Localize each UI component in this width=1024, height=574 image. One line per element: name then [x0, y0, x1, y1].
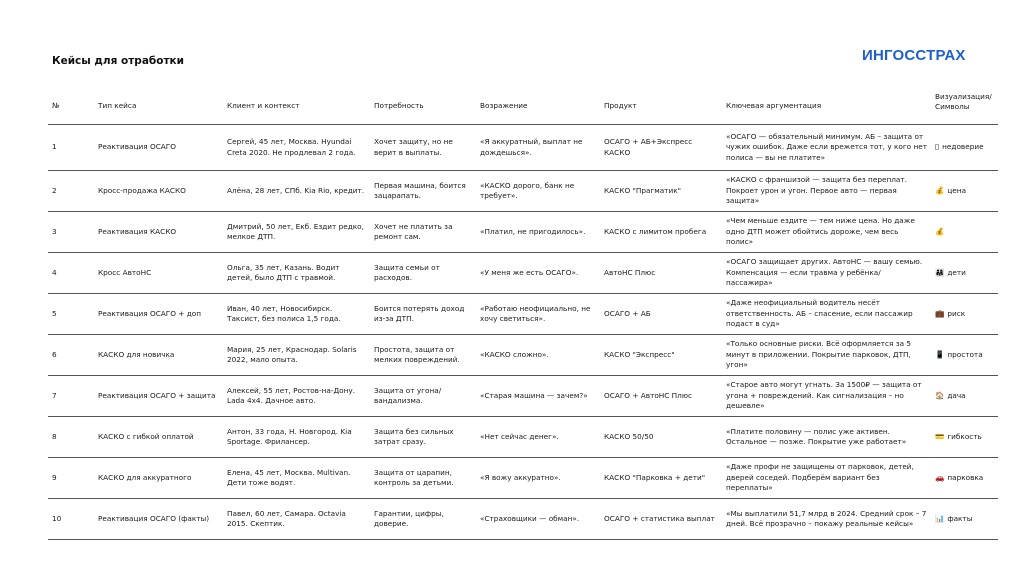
table-row — [48, 171, 998, 212]
cell-need: Защита от угона/вандализма. — [370, 376, 476, 417]
visual-label: дача — [947, 390, 966, 400]
cell-visual — [931, 458, 998, 499]
cell-need: Защита семьи от расходов. — [370, 253, 476, 294]
page-title: Кейсы для отработки — [52, 55, 185, 67]
cell-type: Реактивация КАСКО — [94, 212, 223, 253]
table-row — [48, 125, 998, 171]
col-header-argument: Ключевая аргументация — [722, 88, 931, 125]
cell-argument: «КАСКО с франшизой — защита без переплат. Покроет урон и угон. Первое авто — первая защита» — [722, 171, 931, 212]
cell-client: Антон, 33 года, Н. Новгород. Kia Sportage. Фрилансер. — [223, 417, 370, 458]
cell-product: ОСАГО + АБ — [600, 294, 722, 335]
car-icon: 🚗 — [935, 472, 945, 482]
cell-number: 1 — [48, 125, 94, 171]
cell-number: 9 — [48, 458, 94, 499]
cell-type: Реактивация ОСАГО (факты) — [94, 499, 223, 540]
money-bag-icon: 💰 — [935, 226, 945, 236]
cell-type: Реактивация ОСАГО + защита — [94, 376, 223, 417]
cell-objection: «Платил, не пригодилось». — [476, 212, 600, 253]
chart-icon: 📊 — [935, 513, 945, 523]
cell-objection: «Старая машина — зачем?» — [476, 376, 600, 417]
cell-type: КАСКО для новичка — [94, 335, 223, 376]
visual-label: гибкость — [947, 431, 982, 441]
col-header-number: № — [48, 88, 94, 125]
box-icon: ▯ — [935, 142, 940, 152]
cell-number: 2 — [48, 171, 94, 212]
cell-client: Сергей, 45 лет, Москва. Hyundai Creta 2020. Не продлевал 2 года. — [223, 125, 370, 171]
cell-visual — [931, 376, 998, 417]
visual-label: парковка — [947, 472, 984, 482]
cell-client: Ольга, 35 лет, Казань. Водит детей, было ДТП с травмой. — [223, 253, 370, 294]
cell-product: АвтоНС Плюс — [600, 253, 722, 294]
cell-objection: «Нет сейчас денег». — [476, 417, 600, 458]
cell-visual — [931, 171, 998, 212]
visual-label: дети — [947, 267, 966, 277]
cell-need: Простота, защита от мелких повреждений. — [370, 335, 476, 376]
cell-client: Алёна, 28 лет, СПб. Kia Rio, кредит. — [223, 171, 370, 212]
cell-objection: «Страховщики — обман». — [476, 499, 600, 540]
cell-number: 7 — [48, 376, 94, 417]
money-bag-icon: 💰 — [935, 185, 945, 195]
cell-argument: «ОСАГО — обязательный минимум. АБ – защита от чужих ошибок. Даже если врежется тот, у кого нет полиса — вы не платите» — [722, 125, 931, 171]
cell-number: 4 — [48, 253, 94, 294]
col-header-objection: Возражение — [476, 88, 600, 125]
col-header-need: Потребность — [370, 88, 476, 125]
cell-objection: «КАСКО сложно». — [476, 335, 600, 376]
cell-client: Иван, 40 лет, Новосибирск. Таксист, без полиса 1,5 года. — [223, 294, 370, 335]
cell-argument: «Чем меньше ездите — тем ниже цена. Но даже одно ДТП может обойтись дороже, чем весь полис» — [722, 212, 931, 253]
table-row — [48, 458, 998, 499]
cell-number: 5 — [48, 294, 94, 335]
cell-argument: «Даже профи не защищены от парковок, детей, дверей соседей. Подберём вариант без переплаты» — [722, 458, 931, 499]
cell-need: Хочет защиту, но не верит в выплаты. — [370, 125, 476, 171]
cell-number: 8 — [48, 417, 94, 458]
cell-type: КАСКО для аккуратного — [94, 458, 223, 499]
col-header-client: Клиент и контекст — [223, 88, 370, 125]
cell-objection: «У меня же есть ОСАГО». — [476, 253, 600, 294]
table-row — [48, 294, 998, 335]
cell-argument: «ОСАГО защищает других. АвтоНС — вашу семью. Компенсация — если травма у ребёнка/пассажира» — [722, 253, 931, 294]
cell-visual — [931, 417, 998, 458]
table-row — [48, 417, 998, 458]
cell-visual — [931, 212, 998, 253]
cell-type: КАСКО с гибкой оплатой — [94, 417, 223, 458]
cell-client: Елена, 45 лет, Москва. Multivan. Дети тоже водят. — [223, 458, 370, 499]
cell-argument: «Платите половину — полис уже активен. Остальное — позже. Покрытие уже работает» — [722, 417, 931, 458]
visual-label: цена — [947, 185, 967, 195]
cell-visual — [931, 335, 998, 376]
col-header-type: Тип кейса — [94, 88, 223, 125]
table-row — [48, 376, 998, 417]
cell-product: ОСАГО + АвтоНС Плюс — [600, 376, 722, 417]
cell-number: 6 — [48, 335, 94, 376]
family-icon: 👨‍👩‍👧 — [935, 267, 945, 277]
cell-objection: «КАСКО дорого, банк не требует». — [476, 171, 600, 212]
cell-argument: «Даже неофициальный водитель несёт ответственность. АБ – спасение, если пассажир подаст в суд» — [722, 294, 931, 335]
cell-visual — [931, 294, 998, 335]
cell-objection: «Я аккуратный, выплат не дождешься». — [476, 125, 600, 171]
cell-product: КАСКО "Экспресс" — [600, 335, 722, 376]
cell-need: Защита от царапин, контроль за детьми. — [370, 458, 476, 499]
cell-type: Кросс АвтоНС — [94, 253, 223, 294]
cell-type: Реактивация ОСАГО — [94, 125, 223, 171]
cases-table — [48, 88, 998, 540]
visual-label: простота — [947, 349, 983, 359]
cell-visual — [931, 499, 998, 540]
cell-client: Павел, 60 лет, Самара. Octavia 2015. Скептик. — [223, 499, 370, 540]
cell-need: Хочет не платить за ремонт сам. — [370, 212, 476, 253]
cell-product: КАСКО "Парковка + дети" — [600, 458, 722, 499]
cell-visual — [931, 253, 998, 294]
cell-product: ОСАГО + статистика выплат — [600, 499, 722, 540]
house-icon: 🏠 — [935, 390, 945, 400]
cell-need: Гарантии, цифры, доверие. — [370, 499, 476, 540]
credit-card-icon: 💳 — [935, 431, 945, 441]
phone-icon: 📱 — [935, 349, 945, 359]
cell-argument: «Только основные риски. Всё оформляется за 5 минут в приложении. Покрытие парковок, ДТП, угон» — [722, 335, 931, 376]
visual-label: недоверие — [942, 142, 984, 152]
table-header-row — [48, 88, 998, 125]
cell-client: Мария, 25 лет, Краснодар. Solaris 2022, мало опыта. — [223, 335, 370, 376]
cell-number: 10 — [48, 499, 94, 540]
cell-objection: «Работаю неофициально, не хочу светиться». — [476, 294, 600, 335]
cell-type: Кросс-продажа КАСКО — [94, 171, 223, 212]
cell-product: ОСАГО + АБ+Экспресс КАСКО — [600, 125, 722, 171]
cell-need: Первая машина, боится зацарапать. — [370, 171, 476, 212]
visual-label: факты — [947, 513, 973, 523]
cell-objection: «Я вожу аккуратно». — [476, 458, 600, 499]
cell-visual — [931, 125, 998, 171]
cell-argument: «Старое авто могут угнать. За 1500₽ — защита от угона + повреждений. Как сигнализация – но дешевле» — [722, 376, 931, 417]
cell-client: Дмитрий, 50 лет, Екб. Ездит редко, мелкое ДТП. — [223, 212, 370, 253]
table-row — [48, 212, 998, 253]
cell-product: КАСКО 50/50 — [600, 417, 722, 458]
table-row — [48, 499, 998, 540]
cell-need: Защита без сильных затрат сразу. — [370, 417, 476, 458]
col-header-product: Продукт — [600, 88, 722, 125]
cell-number: 3 — [48, 212, 94, 253]
cell-client: Алексей, 55 лет, Ростов-на-Дону. Lada 4x4. Дачное авто. — [223, 376, 370, 417]
cell-product: КАСКО с лимитом пробега — [600, 212, 722, 253]
table-row — [48, 253, 998, 294]
brand-logo: ИНГОССТРАХ — [862, 47, 966, 64]
table-row — [48, 335, 998, 376]
col-header-visual: Визуализация/Символы — [931, 88, 998, 125]
briefcase-icon: 💼 — [935, 308, 945, 318]
cell-need: Боится потерять доход из-за ДТП. — [370, 294, 476, 335]
cell-type: Реактивация ОСАГО + доп — [94, 294, 223, 335]
cell-product: КАСКО "Прагматик" — [600, 171, 722, 212]
cell-argument: «Мы выплатили 51,7 млрд в 2024. Средний срок – 7 дней. Всё прозрачно – покажу реальные кейсы» — [722, 499, 931, 540]
visual-label: риск — [947, 308, 966, 318]
